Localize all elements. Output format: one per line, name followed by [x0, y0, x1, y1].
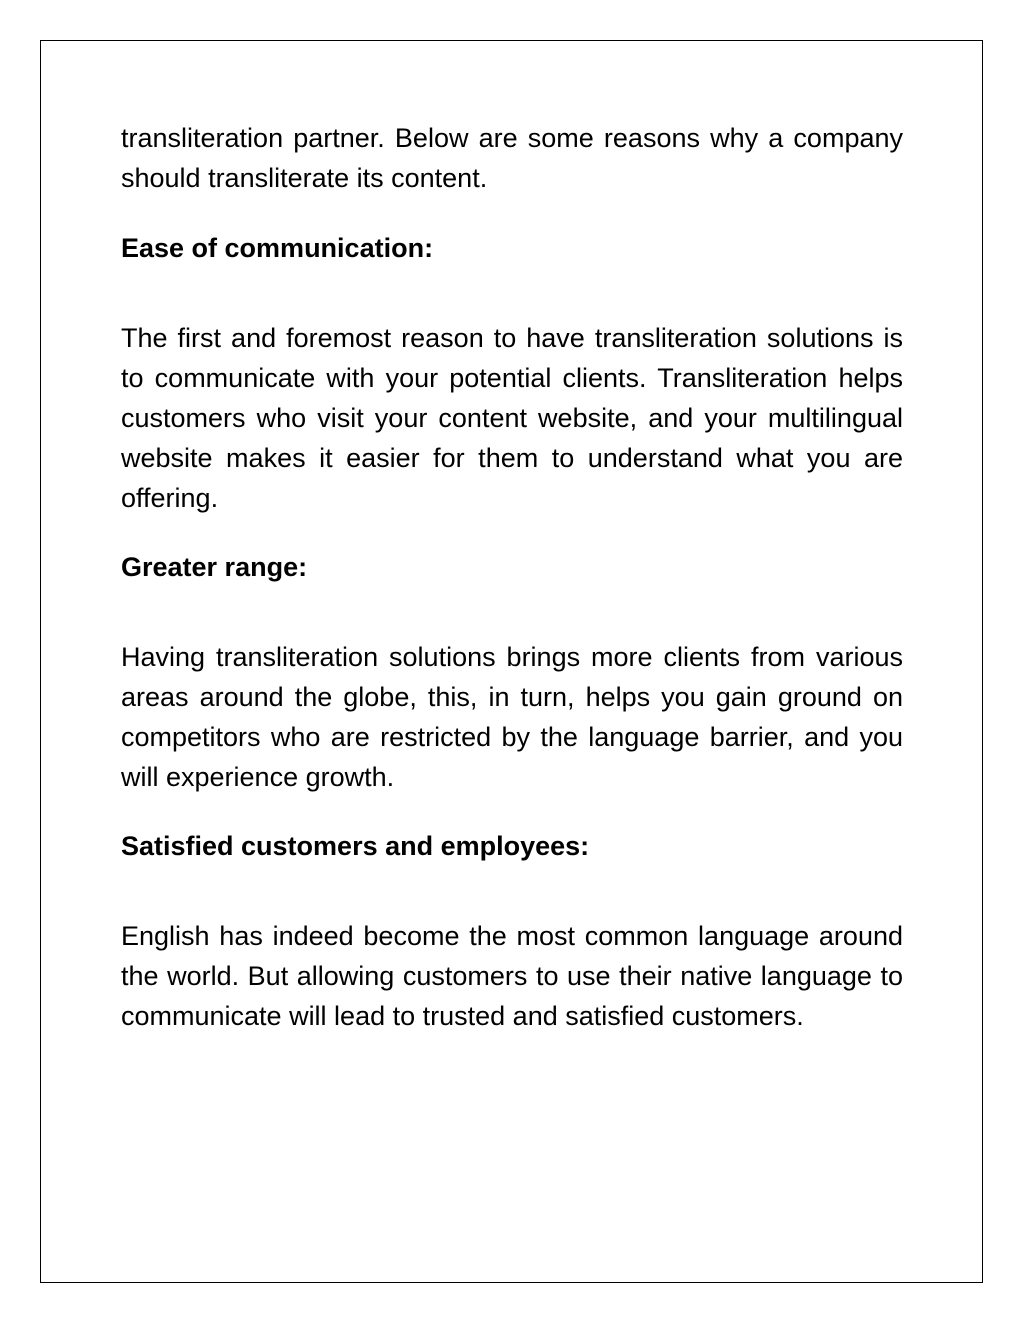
section-heading-ease-of-communication: Ease of communication:	[121, 233, 434, 263]
section-heading-satisfied-customers: Satisfied customers and employees:	[121, 831, 590, 861]
section-body-satisfied-customers: English has indeed become the most common language around the world. But allowing customers to use their native language to communicate will lead to trusted and satisfied customers.	[121, 921, 903, 1031]
intro-paragraph: transliteration partner. Below are some reasons why a company should transliterate its content.	[121, 123, 903, 193]
section-body-ease-of-communication: The first and foremost reason to have transliteration solutions is to communicate with your potential clients. Transliteration helps customers who visit your content website, and your multilingual website makes it easier for them to understand what you are offering.	[121, 323, 903, 513]
section-body-greater-range: Having transliteration solutions brings more clients from various areas around the globe, this, in turn, helps you gain ground on competitors who are restricted by the language barrier, and you will experience growth.	[121, 642, 903, 792]
section-heading-greater-range: Greater range:	[121, 552, 308, 582]
